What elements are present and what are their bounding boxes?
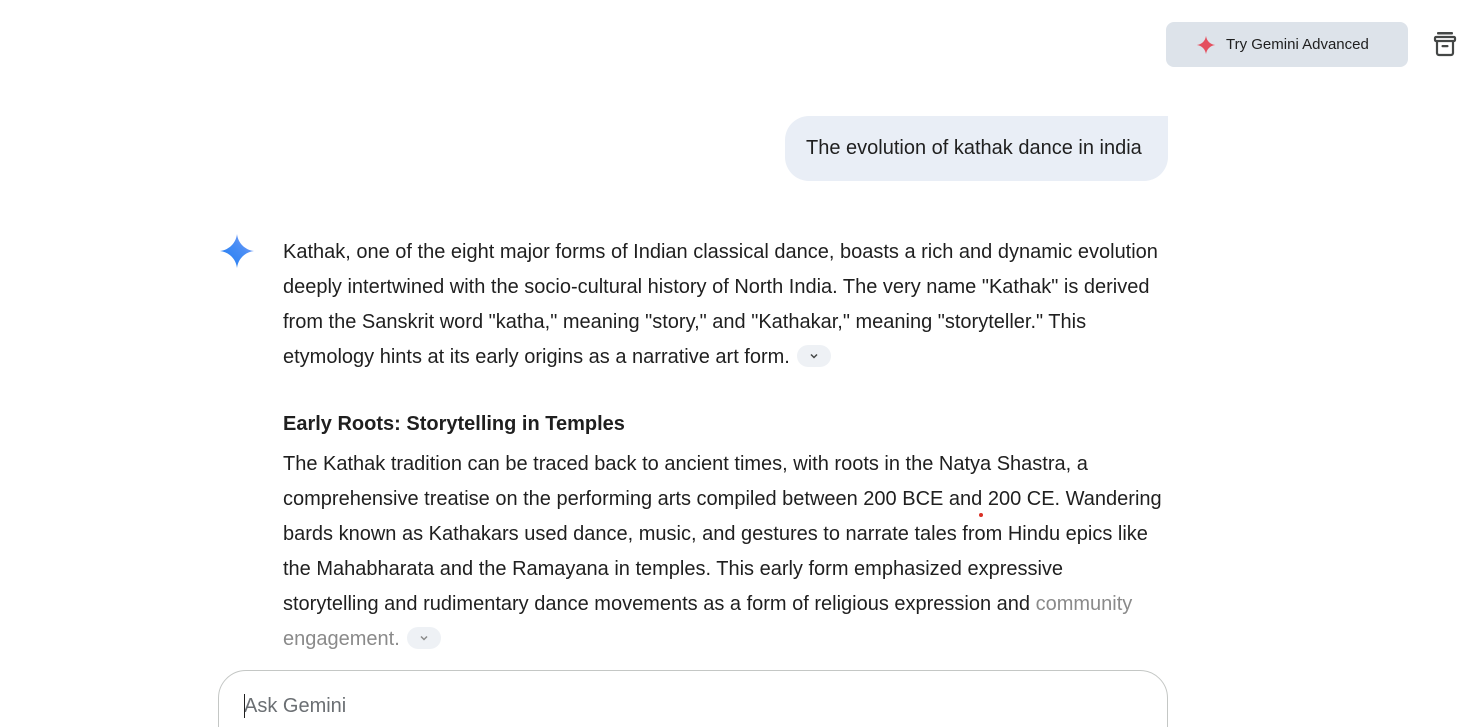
archive-icon[interactable] [1433,30,1457,58]
section-faded-text: community engagement. [283,593,1133,650]
user-prompt-bubble [785,116,1168,181]
expand-sources-chip[interactable] [407,627,441,649]
chevron-down-icon [419,633,429,643]
gemini-sparkle-icon [220,234,254,268]
response-intro-text: Kathak, one of the eight major forms of Indian classical dance, boasts a rich and dynamic evolution deeply intertwined with the socio-cultural history of North India. The very name "Kathak" is derived from the Sanskrit word "katha," meaning "story," and "Kathakar," meaning "storyteller." This etymology hints at its early origins as a narrative art form. [283,241,1158,368]
cursor-dot [979,513,983,517]
response-intro-paragraph [283,235,1163,375]
try-gemini-advanced-label: Try Gemini Advanced [1226,36,1369,53]
section-paragraph [283,447,1163,657]
ask-gemini-input[interactable] [244,691,1124,721]
gemini-response [283,235,1163,657]
prompt-input-container[interactable] [218,670,1168,727]
user-prompt-text: The evolution of kathak dance in india [806,137,1142,159]
expand-sources-chip[interactable] [797,345,831,367]
chevron-down-icon [809,351,819,361]
section-heading: Early Roots: Storytelling in Temples [283,413,625,435]
text-caret [244,694,245,718]
section-body-text: The Kathak tradition can be traced back to ancient times, with roots in the Natya Shastra, a comprehensive treatise on the performing arts compiled between 200 BCE and 200 CE. Wandering bards known as Kathakars used dance, music, and gestures to narrate tales from Hindu epics like the Mahabharata and the Ramayana in temples. This early form emphasized expressive storytelling and rudimentary dance movements as a form of religious expression and [283,453,1162,615]
sparkle-icon [1196,35,1216,55]
try-gemini-advanced-button[interactable] [1166,22,1408,67]
